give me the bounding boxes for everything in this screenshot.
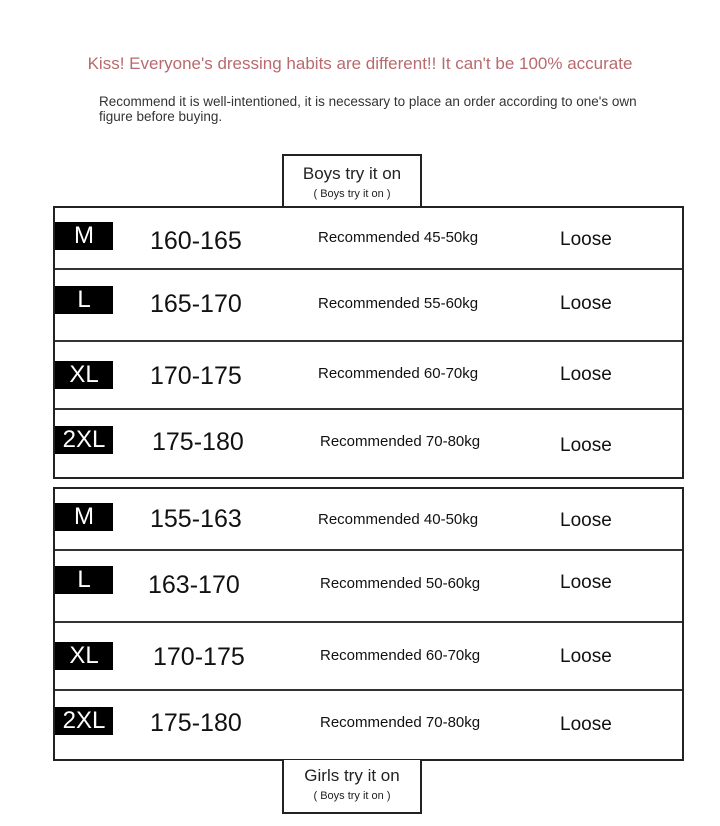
table-row (55, 551, 682, 623)
fit-type: Loose (560, 646, 612, 667)
height-range: 163-170 (148, 571, 240, 599)
weight-recommendation: Recommended 55-60kg (318, 295, 479, 312)
fit-type: Loose (560, 435, 612, 456)
table-row (55, 270, 682, 342)
boys-label-box (282, 154, 422, 208)
height-range: 170-175 (153, 643, 245, 671)
table-row (55, 489, 682, 551)
size-badge: XL (55, 642, 113, 670)
weight-recommendation: Recommended 50-60kg (320, 575, 481, 592)
girls-label-subtitle: ( Boys try it on ) (313, 790, 391, 802)
table-row (55, 623, 682, 691)
boys-label-title: Boys try it on (302, 164, 402, 183)
height-range: 175-180 (152, 428, 244, 456)
height-range: 165-170 (150, 290, 242, 318)
table-row (55, 410, 682, 479)
notice-subtext: Recommend it is well-intentioned, it is necessary to place an order according to one's own figure before buying. (99, 94, 637, 124)
fit-type: Loose (560, 572, 612, 593)
girls-label-box (282, 760, 422, 814)
height-range: 155-163 (150, 505, 242, 533)
weight-recommendation: Recommended 60-70kg (318, 365, 479, 382)
size-badge: 2XL (55, 707, 113, 735)
fit-type: Loose (560, 510, 612, 531)
table-row (55, 342, 682, 410)
table-row (55, 208, 682, 270)
weight-recommendation: Recommended 70-80kg (320, 714, 481, 731)
table-row (55, 691, 682, 761)
weight-recommendation: Recommended 40-50kg (318, 511, 479, 528)
size-badge: 2XL (55, 426, 113, 454)
size-badge: M (55, 503, 113, 531)
boys-label-subtitle: ( Boys try it on ) (313, 188, 391, 200)
girls-size-table (53, 487, 684, 761)
fit-type: Loose (560, 229, 612, 250)
fit-type: Loose (560, 364, 612, 385)
height-range: 160-165 (150, 227, 242, 255)
height-range: 175-180 (150, 709, 242, 737)
fit-type: Loose (560, 293, 612, 314)
boys-size-table (53, 206, 684, 479)
fit-type: Loose (560, 714, 612, 735)
size-badge: XL (55, 361, 113, 389)
notice-headline: Kiss! Everyone's dressing habits are different!! It can't be 100% accurate (87, 54, 633, 73)
weight-recommendation: Recommended 45-50kg (318, 229, 479, 246)
size-badge: L (55, 566, 113, 594)
weight-recommendation: Recommended 60-70kg (320, 647, 481, 664)
girls-label-title: Girls try it on (304, 766, 400, 785)
height-range: 170-175 (150, 362, 242, 390)
size-badge: M (55, 222, 113, 250)
size-badge: L (55, 286, 113, 314)
weight-recommendation: Recommended 70-80kg (320, 433, 481, 450)
